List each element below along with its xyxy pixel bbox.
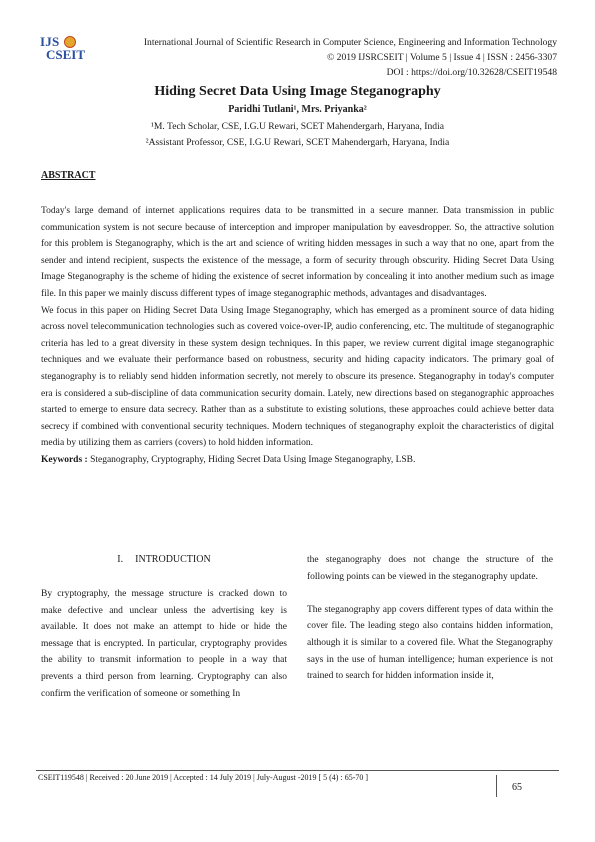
paper-title: Hiding Secret Data Using Image Steganography <box>154 84 441 99</box>
abstract-body <box>41 203 554 469</box>
keywords-label: Keywords : <box>41 454 88 465</box>
footer-citation: CSEIT119548 | Received : 20 June 2019 | Accepted : 14 July 2019 | July-August -2019 [ 5 (4) : 65-70 ] <box>38 773 369 782</box>
abstract-paragraph-1: Today's large demand of internet applications requires data to be transmitted in a secure manner. Data transmission in public communication system is not secure because of interception and improper manipulation by eavesdropper. So, the attractive solution for this problem is Steganography, which is the art and science of writing hidden messages in such a way that no one, apart from the sender and intend recipient, suspects the existence of the message, a form of security through obscurity. Hiding Secret Data Using Image Steganography is the scheme of hiding the existence of secret information by concealing it into another medium such as image file. In this paper we mainly discuss different types of image steganographic methods, advantages and disadvantages. <box>41 206 554 299</box>
keywords-line <box>41 452 554 469</box>
journal-logo <box>40 34 92 64</box>
section-number: I. <box>117 554 124 565</box>
abstract-heading: ABSTRACT <box>41 170 96 181</box>
intro-right-paragraph-2: The steganography app covers different types of data within the cover file. The leading stego also contains hidden information, although it is similar to a covered file. What the Steganography says in the use of human intelligence; human experience is not trained to search for hidden information inside it, <box>307 604 553 682</box>
right-column <box>307 552 553 685</box>
affiliation-2: ²Assistant Professor, CSE, I.G.U Rewari, SCET Mahendergarh, Haryana, India <box>145 137 450 148</box>
logo-text-bottom: CSEIT <box>46 47 86 62</box>
footer-divider <box>36 770 559 771</box>
keywords-text: Steganography, Cryptography, Hiding Secret Data Using Image Steganography, LSB. <box>87 454 416 465</box>
journal-doi[interactable]: DOI : https://doi.org/10.32628/CSEIT19548 <box>386 67 557 78</box>
journal-issue: © 2019 IJSRCSEIT | Volume 5 | Issue 4 | ISSN : 2456-3307 <box>327 52 557 63</box>
section-heading-introduction <box>41 554 287 565</box>
journal-name: International Journal of Scientific Research in Computer Science, Engineering and Information Technology <box>143 37 557 48</box>
page-number-box <box>496 775 537 797</box>
paragraph-spacer <box>307 585 553 602</box>
abstract-paragraph-2: We focus in this paper on Hiding Secret Data Using Image Steganography, which has emerged as a prominent source of data hiding across novel telecommunication technologies such as covered voice-over-IP, audio conferencing, etc. The multitude of steganographic criteria has led to a great diversity in these system design techniques. In this paper, we review current digital image steganographic techniques and we evaluate their performance based on robustness, security and hiding capacity indicators. The primary goal of steganography is to reliably send hidden information secretly, not merely to obscure its presence. Steganography in today's computer era is considered a sub-discipline of data communication security domain. Lately, new directions based on steganographic approaches started to emerge to ensure data secrecy. Rather than as a substitute to existing solutions, these approaches could achieve better data secrecy if combined with conventional security techniques. Modern techniques of steganography exploit the characteristics of digital media by utilizing them as carriers (covers) to hold hidden information. <box>41 305 554 449</box>
affiliation-1: ¹M. Tech Scholar, CSE, I.G.U Rewari, SCET Mahendergarh, Haryana, India <box>150 121 445 132</box>
logo-text-top: IJS <box>40 34 60 49</box>
intro-left-paragraph: By cryptography, the message structure is cracked down to make defective and unclear unless the advertising key is available. It does not make an attempt to hide or hide the message that is encrypted. In particular, cryptography provides the ability to transmit information to people in a way that prevents a third person from learning. Cryptography can also confirm the verification of someone or something In <box>41 589 287 699</box>
intro-right-paragraph-1: the steganography does not change the structure of the following points can be viewed in the steganography update. <box>307 555 553 582</box>
page-number: 65 <box>512 782 522 793</box>
section-title: INTRODUCTION <box>135 554 211 565</box>
left-column <box>41 586 287 702</box>
paper-authors: Paridhi Tutlani¹, Mrs. Priyanka² <box>228 104 367 115</box>
